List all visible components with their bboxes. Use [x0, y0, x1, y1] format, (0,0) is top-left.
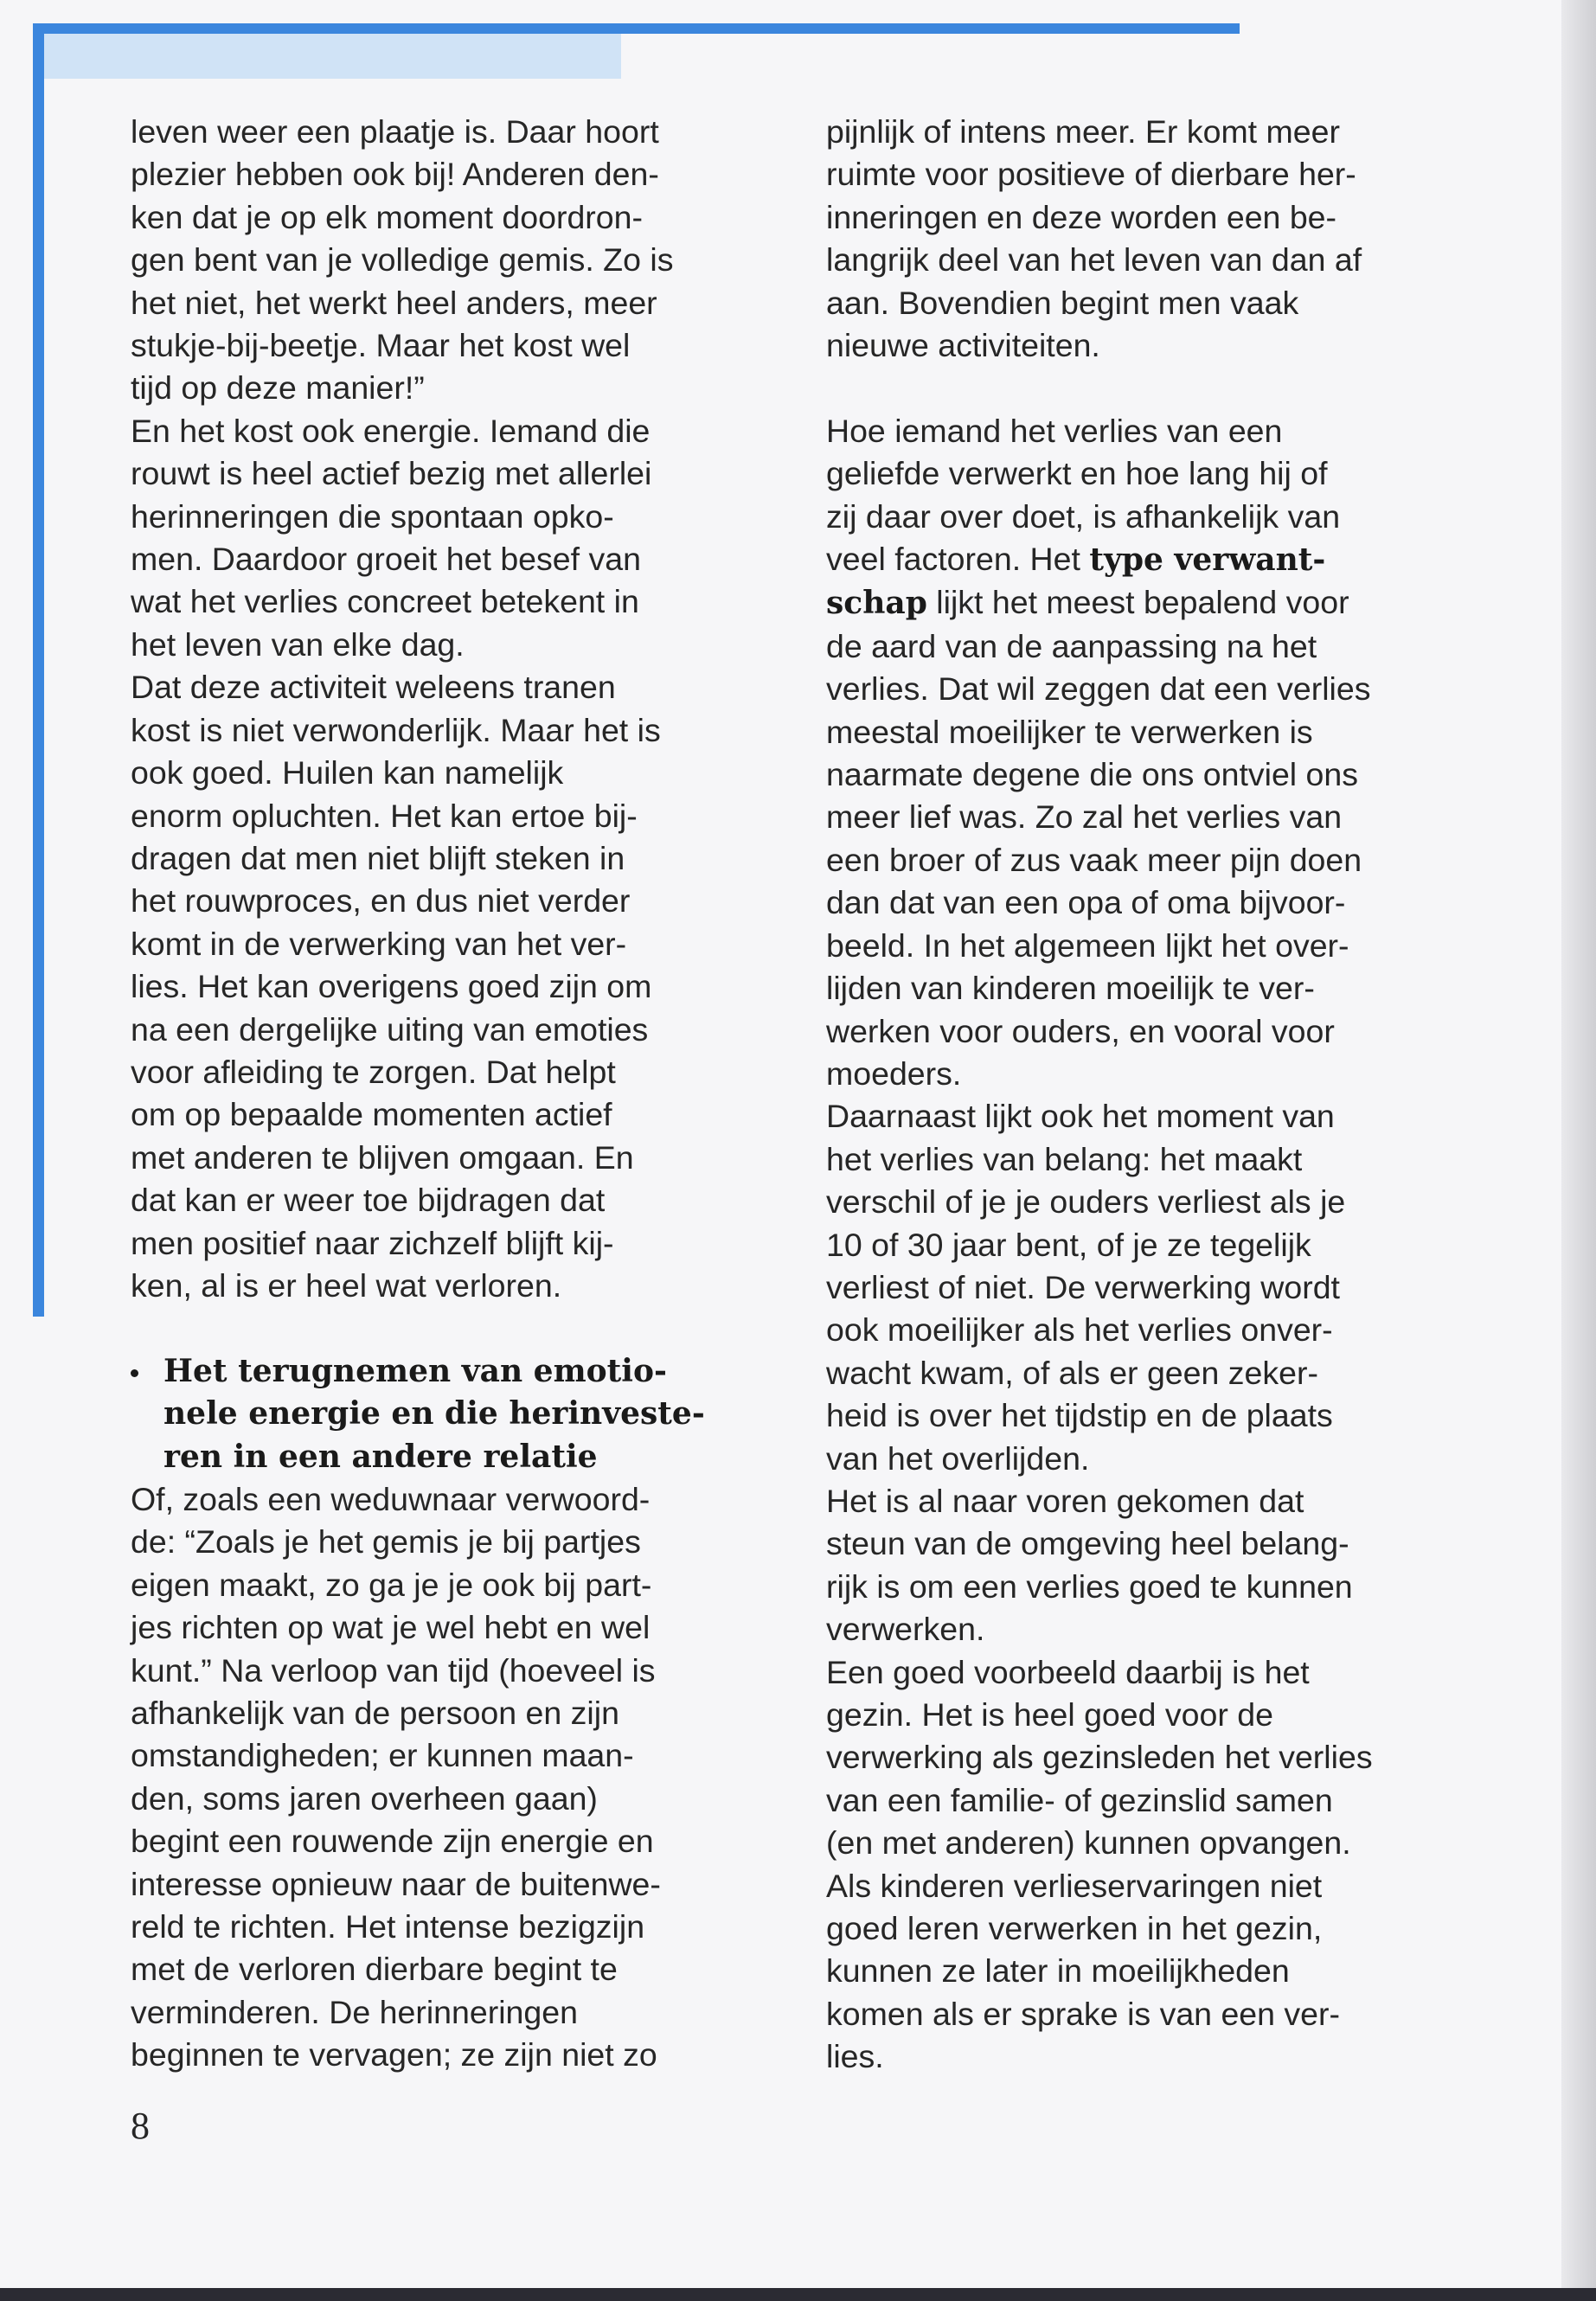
right-text-bottom — [826, 625, 1449, 2079]
text-line: men positief naar zichzelf blijft kij- — [131, 1224, 614, 1261]
text-line: (en met anderen) kunnen opvangen. — [826, 1824, 1351, 1862]
text-line: langrijk deel van het leven van dan af — [826, 241, 1362, 279]
text-line-bold-2 — [826, 581, 1449, 625]
text-line: de aard van de aanpassing na het — [826, 627, 1317, 664]
text-line: dragen dat men niet blijft steken in — [131, 839, 625, 876]
left-text-bottom — [131, 1478, 753, 2077]
right-text-middle — [826, 410, 1449, 538]
right-text-top — [826, 111, 1449, 367]
text-line: werken voor ouders, en vooral voor — [826, 1012, 1335, 1049]
text-line: stukje-bij-beetje. Maar het kost wel — [131, 327, 631, 364]
text-line: meer lief was. Zo zal het verlies van — [826, 798, 1343, 836]
text-line: het verlies van belang: het maakt — [826, 1140, 1303, 1177]
text-line: heid is over het tijdstip en de plaats — [826, 1397, 1333, 1434]
text-line: komt in de verwerking van het ver- — [131, 925, 627, 962]
page-number: 8 — [131, 2105, 150, 2147]
text-line: leven weer een plaatje is. Daar hoort — [131, 113, 659, 150]
text-line: het rouwproces, en dus niet verder — [131, 882, 631, 920]
text-line: van het overlijden. — [826, 1439, 1090, 1477]
text-fragment: veel factoren. Het — [826, 541, 1090, 578]
text-line: het leven van elke dag. — [131, 625, 465, 663]
text-line: komen als er sprake is van een ver- — [826, 1995, 1341, 2032]
text-line: jes richten op wat je wel hebt en wel — [131, 1609, 651, 1646]
text-line: aan. Bovendien begint men vaak — [826, 284, 1299, 321]
paragraph-gap — [826, 367, 1449, 409]
text-line: plezier hebben ook bij! Anderen den- — [131, 156, 659, 193]
text-line: enorm opluchten. Het kan ertoe bij- — [131, 797, 638, 834]
right-column — [826, 111, 1449, 2079]
text-line: omstandigheden; er kunnen maan- — [131, 1737, 634, 1774]
text-line: meestal moeilijker te verwerken is — [826, 713, 1313, 750]
accent-block — [33, 34, 621, 79]
text-line: dat kan er weer toe bijdragen dat — [131, 1182, 606, 1219]
text-line: goed leren verwerken in het gezin, — [826, 1910, 1323, 1947]
heading-line: ren in een andere relatie — [163, 1438, 598, 1475]
text-line: lijden van kinderen moeilijk te ver- — [826, 970, 1315, 1007]
text-line: interesse opnieuw naar de buitenwe- — [131, 1865, 661, 1902]
text-line: de: “Zoals je het gemis je bij partjes — [131, 1523, 641, 1561]
text-line: 10 of 30 jaar bent, of je ze tegelijk — [826, 1226, 1311, 1263]
text-line: verminderen. De herinneringen — [131, 1993, 578, 2030]
text-line: verwerken. — [826, 1611, 985, 1648]
text-line: kunnen ze later in moeilijkheden — [826, 1952, 1290, 1990]
text-line: pijnlijk of intens meer. Er komt meer — [826, 113, 1340, 150]
text-line: rijk is om een verlies goed te kunnen — [826, 1567, 1353, 1605]
text-line-bold-1 — [826, 538, 1449, 581]
section-heading — [131, 1350, 753, 1478]
text-line: dan dat van een opa of oma bijvoor- — [826, 884, 1346, 921]
text-line: verwerking als gezinsleden het verlies — [826, 1739, 1373, 1776]
text-line: verschil of je je ouders verliest als je — [826, 1183, 1346, 1221]
text-line: herinneringen die spontaan opko- — [131, 497, 614, 535]
text-line: gen bent van je volledige gemis. Zo is — [131, 241, 674, 279]
text-line: Of, zoals een weduwnaar verwoord- — [131, 1480, 651, 1517]
text-line: voor afleiding te zorgen. Dat helpt — [131, 1053, 616, 1090]
accent-bar-left — [33, 23, 44, 1317]
paragraph-gap — [131, 1307, 753, 1349]
text-line: geliefde verwerkt en hoe lang hij of — [826, 455, 1328, 492]
text-line: Daarnaast lijkt ook het moment van — [826, 1098, 1335, 1135]
text-line: Dat deze activiteit weleens tranen — [131, 669, 616, 706]
text-line: met anderen te blijven omgaan. En — [131, 1138, 634, 1176]
text-line: Een goed voorbeeld daarbij is het — [826, 1653, 1310, 1690]
text-line: naarmate degene die ons ontviel ons — [826, 756, 1359, 793]
text-line: rouwt is heel actief bezig met allerlei — [131, 455, 652, 492]
text-line: ook goed. Huilen kan namelijk — [131, 754, 564, 792]
text-line: ken dat je op elk moment doordron- — [131, 198, 643, 235]
text-line: om op bepaalde momenten actief — [131, 1096, 612, 1133]
text-line: ruimte voor positieve of dierbare her- — [826, 156, 1356, 193]
text-line: nieuwe activiteiten. — [826, 327, 1100, 364]
text-line: met de verloren dierbare begint te — [131, 1951, 618, 1988]
text-line: gezin. Het is heel goed voor de — [826, 1696, 1273, 1734]
text-line: Als kinderen verlieservaringen niet — [826, 1867, 1323, 1904]
left-text-top — [131, 111, 753, 1307]
text-line: verlies. Dat wil zeggen dat een verlies — [826, 670, 1371, 708]
text-line: kost is niet verwonderlijk. Maar het is — [131, 711, 661, 748]
text-line: En het kost ook energie. Iemand die — [131, 412, 651, 449]
left-column — [131, 111, 753, 2077]
text-line: verliest of niet. De verwerking wordt — [826, 1268, 1340, 1305]
text-line: men. Daardoor groeit het besef van — [131, 541, 641, 578]
text-line: lies. — [826, 2038, 884, 2075]
text-line: ook moeilijker als het verlies onver- — [826, 1311, 1333, 1349]
text-line: begint een rouwende zijn energie en — [131, 1823, 654, 1860]
text-line: eigen maakt, zo ga je je ook bij part- — [131, 1566, 652, 1603]
text-line: wacht kwam, of als er geen zeker- — [826, 1354, 1318, 1391]
text-line: lies. Het kan overigens goed zijn om — [131, 968, 652, 1005]
text-line: Het is al naar voren gekomen dat — [826, 1482, 1304, 1519]
text-line: ken, al is er heel wat verloren. — [131, 1266, 562, 1304]
text-line: den, soms jaren overheen gaan) — [131, 1779, 598, 1817]
text-line: zij daar over doet, is afhankelijk van — [826, 497, 1341, 535]
text-fragment: lijkt het meest bepalend voor — [926, 584, 1349, 621]
text-line: een broer of zus vaak meer pijn doen — [826, 841, 1362, 878]
text-line: Hoe iemand het verlies van een — [826, 412, 1283, 449]
text-line: beeld. In het algemeen lijkt het over- — [826, 926, 1349, 964]
text-line: afhankelijk van de persoon en zijn — [131, 1695, 619, 1732]
bold-term: type verwant- — [1089, 542, 1326, 579]
bold-term: schap — [826, 585, 927, 622]
text-line: beginnen te vervagen; ze zijn niet zo — [131, 2036, 657, 2073]
text-line: na een dergelijke uiting van emoties — [131, 1010, 649, 1048]
page-edge-shadow — [1561, 0, 1596, 2301]
text-line: reld te richten. Het intense bezigzijn — [131, 1908, 645, 1945]
text-line: het niet, het werkt heel anders, meer — [131, 284, 657, 321]
text-line: kunt.” Na verloop van tijd (hoeveel is — [131, 1651, 656, 1689]
text-line: inneringen en deze worden een be- — [826, 198, 1337, 235]
bottom-strip — [0, 2288, 1596, 2301]
text-line: tijd op deze manier!” — [131, 369, 425, 407]
text-line: moeders. — [826, 1054, 962, 1092]
heading-line: nele energie en die herinveste- — [163, 1395, 705, 1433]
accent-bar-top — [33, 23, 1240, 34]
text-line: van een familie- of gezinslid samen — [826, 1781, 1333, 1818]
text-line: steun van de omgeving heel belang- — [826, 1525, 1349, 1562]
heading-line: Het terugnemen van emotio- — [131, 1350, 753, 1393]
text-line: wat het verlies concreet betekent in — [131, 583, 639, 620]
